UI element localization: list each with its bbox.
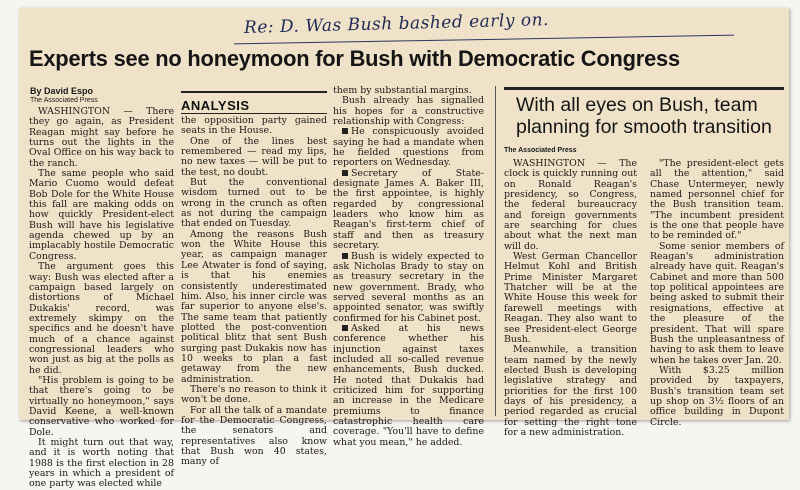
- handwritten-note: Re: D. Was Bush bashed early on.: [243, 10, 550, 38]
- paragraph: Some senior members of Reagan's administration already have quit. Reagan's Cabinet and more than 500 top political appointees are being asked to submit their resignations, effective at the pleasure of the president. That will spare Bush the unpleasantness of having to ask them to leave when he takes over Jan. 20.: [650, 240, 784, 366]
- paragraph: There's no reason to think it won't be done.: [181, 383, 327, 406]
- article-column-1: [29, 106, 174, 490]
- byline: [30, 87, 98, 105]
- paragraph: For all the talk of a mandate for the Democratic Congress, the senators and representatives also know that Bush won 40 states, many of: [181, 404, 327, 468]
- paragraph: The same people who said Mario Cuomo would defeat Bob Dole for the White House this fall are making odds on how quickly President-elect Bush will have his legislative agenda chewed up by an implacably hostile Democratic Congress.: [29, 168, 174, 262]
- sidebar-byline: The Associated Press: [504, 147, 577, 154]
- paragraph: It might turn out that way, and it is worth noting that 1988 is the first election in 28 years in which a president of one party was elected while: [29, 437, 174, 490]
- sidebar-headline-line: planning for smooth transition: [516, 116, 772, 138]
- analysis-label-bar: [181, 91, 327, 114]
- bullet-square-icon: [342, 325, 348, 331]
- paragraph: [333, 96, 484, 127]
- paragraph: [333, 127, 484, 168]
- paragraph: But the conventional wisdom turned out to be wrong in the crunch as often as not during the campaign that ended on Tuesday.: [181, 177, 327, 230]
- paragraph: The argument goes this way: Bush was elected after a campaign based largely on distortions of Michael Dukakis' record, was extremely skimpy on the specifics and he doesn't have much of a chance against congressional leaders who won just as big at the polls as he did.: [29, 261, 174, 376]
- sidebar-column-1: [504, 158, 637, 438]
- sidebar-headline: [516, 94, 781, 138]
- paragraph: [333, 252, 484, 324]
- article-column-2: [181, 115, 327, 468]
- paragraph: WASHINGTON — The clock is quickly running out on Ronald Reagan's presidency, so Congress, the federal bureaucracy and foreign governments are searching for clues about what the next man will do.: [504, 158, 637, 252]
- byline-author: By David Espo: [30, 86, 94, 96]
- paragraph: [333, 324, 484, 448]
- paragraph: WASHINGTON — There they go again, as President Reagan might say before he turns out the lights in the Oval Office on his way back to the ranch.: [29, 106, 174, 169]
- paragraph-text: Secretary of State-designate James A. Baker III, the first appointee, is highly regarded by congressional leaders who know him as Reagan's first-term chief of staff and then as treasury secretary.: [333, 167, 484, 252]
- paragraph: [333, 169, 484, 252]
- paragraph-text: He conspicuously avoided saying he had a mandate when he fielded questions from reporters on Wednesday.: [333, 126, 484, 169]
- article-column-3: [333, 85, 484, 448]
- analysis-label: ANALYSIS: [181, 98, 250, 113]
- paragraph: One of the lines best remembered — read my lips, no new taxes — will be put to the test, no doubt.: [181, 135, 327, 178]
- bullet-square-icon: [342, 170, 348, 176]
- paragraph: West German Chancellor Helmut Kohl and British Prime Minister Margaret Thatcher will be at the White House this week for farewell meetings with Reagan. They also want to see President-elect George Bush.: [504, 251, 637, 345]
- paragraph-text: them by substantial margins.: [333, 85, 472, 96]
- paragraph: the opposition party gained seats in the House.: [181, 115, 327, 137]
- byline-org: The Associated Press: [30, 97, 98, 104]
- bullet-square-icon: [342, 128, 348, 134]
- paragraph: "His problem is going to be that there's going to be virtually no honeymoon," says David Keene, a well-known conservative who worked for Dole.: [29, 374, 174, 438]
- sidebar-headline-line: With all eyes on Bush, team: [516, 94, 758, 116]
- paragraph-text: Bush already has signalled his hopes for a constructive relationship with Congress:: [333, 95, 484, 128]
- paragraph: Meanwhile, a transition team named by the newly elected Bush is developing legislative strategy and priorities for the first 100 days of his presidency, a period regarded as crucial for setting the right tone for a new administration.: [504, 344, 637, 438]
- paragraph: "The president-elect gets all the attention," said Chase Untermeyer, newly named personnel chief for the Bush transition team. "The incumbent president is the one that people have to be reminded of.": [650, 158, 784, 242]
- paragraph-text: Asked at his news conference whether his injunction against taxes included all so-called revenue enhancements, Bush ducked. He noted that Dukakis had criticized him for supporting an increase in the Medicare premiums to finance catastrophic health care coverage. "You'll have to define what you mean," he added.: [333, 322, 484, 448]
- paragraph: Among the reasons Bush won the White House this year, as campaign manager Lee Atwater is fond of saying, is that his enemies consistently underestimated him. Also, his inner circle was far superior to anyone else's. The same team that patiently plotted the post-convention political blitz that sent Bush surging past Dukakis now has 10 weeks to plan a fast getaway from the new administration.: [181, 228, 327, 385]
- sidebar-top-rule: [504, 87, 784, 90]
- main-headline: Experts see no honeymoon for Bush with Democratic Congress: [29, 46, 680, 71]
- bullet-square-icon: [342, 253, 348, 259]
- column-divider: [495, 86, 496, 416]
- newspaper-clipping: [19, 8, 789, 490]
- sidebar-column-2: [650, 158, 784, 428]
- paragraph-text: Bush is widely expected to ask Nicholas Brady to stay on as treasury secretary in the new government. Brady, who served several months as an appointed senator, was swiftly confirmed for his Cabinet post.: [333, 250, 484, 324]
- paragraph: With $3.25 million provided by taxpayers, Bush's transition team set up shop on 3½ floors of an office building in Dupont Circle.: [650, 364, 784, 428]
